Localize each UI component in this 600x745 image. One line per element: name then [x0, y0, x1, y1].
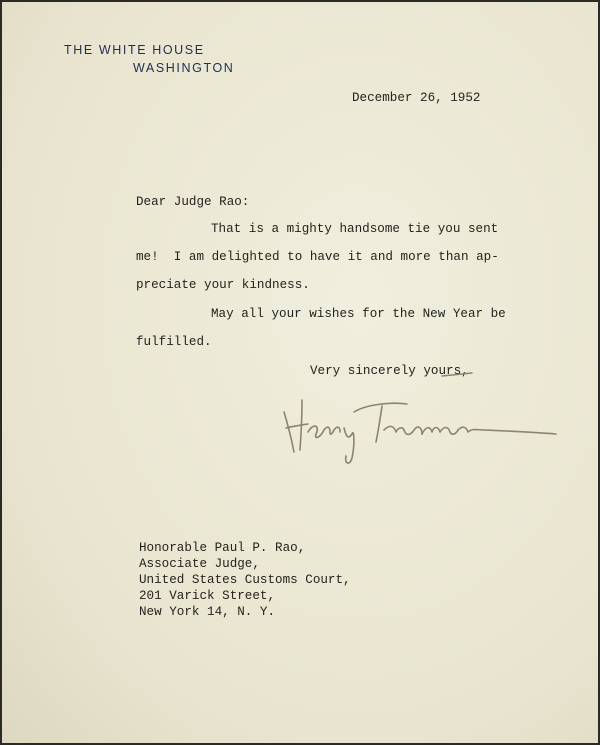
body-line-2: me! I am delighted to have it and more than ap-	[136, 250, 499, 264]
closing: Very sincerely yours,	[310, 364, 469, 378]
salutation: Dear Judge Rao:	[136, 195, 250, 209]
address-line-2: Associate Judge,	[139, 557, 260, 571]
address-line-5: New York 14, N. Y.	[139, 605, 276, 619]
body-line-4: May all your wishes for the New Year be	[211, 307, 506, 321]
address-line-4: 201 Varick Street,	[139, 589, 276, 603]
body-line-1: That is a mighty handsome tie you sent	[211, 222, 499, 236]
address-line-1: Honorable Paul P. Rao,	[139, 541, 306, 555]
letter-date: December 26, 1952	[352, 91, 481, 105]
body-line-5: fulfilled.	[136, 335, 212, 349]
address-line-3: United States Customs Court,	[139, 573, 351, 587]
letterhead-line2: WASHINGTON	[133, 61, 235, 75]
letter-page	[2, 2, 598, 743]
letterhead	[64, 41, 234, 77]
body-line-3: preciate your kindness.	[136, 278, 310, 292]
letterhead-line1: THE WHITE HOUSE	[64, 43, 205, 57]
handwritten-signature	[272, 370, 562, 470]
